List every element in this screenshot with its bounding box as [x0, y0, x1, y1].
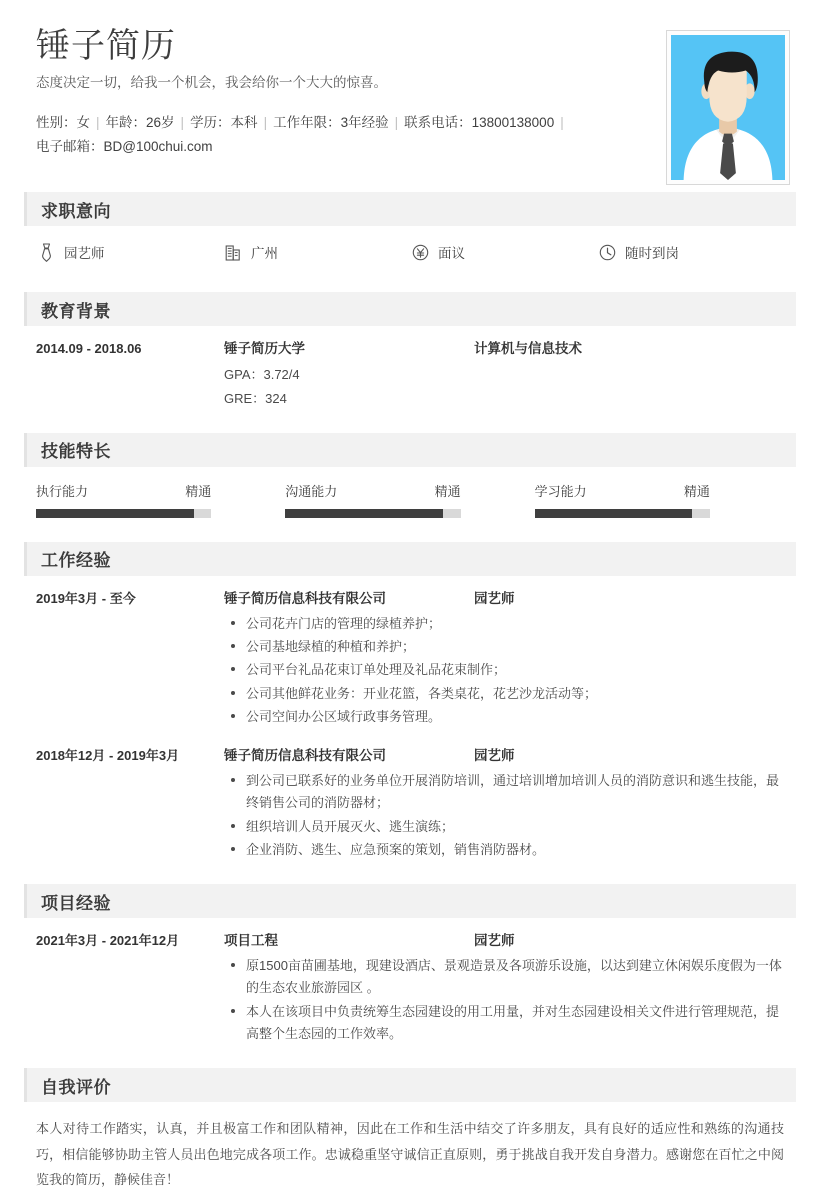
- intent-label: 面议: [438, 246, 465, 262]
- project-entry: [24, 918, 796, 1050]
- list-item: 公司空间办公区域行政事务管理。: [244, 706, 784, 728]
- skill-progress-fill: [36, 509, 194, 518]
- entry-date: 2021年3月 - 2021年12月: [36, 933, 180, 949]
- section-header-summary: [24, 1068, 796, 1102]
- page-title: 锤子简历: [36, 27, 176, 65]
- meta-gender: 性别：女: [36, 115, 90, 131]
- intent-label: 随时到岗: [625, 246, 679, 262]
- entry-bullet-list: [224, 770, 784, 861]
- intent-row: [24, 226, 796, 274]
- meta-divider: |: [263, 115, 268, 131]
- entry-date: 2019年3月 - 至今: [36, 590, 136, 606]
- entry-bullet-list: [224, 955, 784, 1045]
- skills-row: [24, 467, 796, 524]
- intent-label: 广州: [251, 246, 278, 262]
- avatar: [671, 35, 785, 180]
- skill-progress-fill: [285, 509, 443, 518]
- section-title: 工作经验: [41, 551, 111, 571]
- entry-bullet-list: [224, 613, 784, 729]
- list-item: 到公司已联系好的业务单位开展消防培训，通过培训增加培训人员的消防意识和逃生技能，最终销售公司的消防器材；: [244, 770, 784, 815]
- building-icon: [223, 242, 243, 262]
- entry-head: [224, 745, 784, 767]
- list-item: 本人在该项目中负责统筹生态园建设的用工用量，并对生态园建设相关文件进行管理规范，提高整个生态园的工作效率。: [244, 1001, 784, 1046]
- entry-school: 锤子简历大学: [224, 341, 305, 357]
- section-title: 自我评价: [41, 1077, 111, 1097]
- entry-body: [224, 745, 784, 862]
- skill-progress-fill: [535, 509, 693, 518]
- section-title: 求职意向: [41, 201, 111, 221]
- tie-icon: [36, 242, 56, 262]
- skill-level-label: 精通: [185, 483, 212, 499]
- entry-body: [224, 338, 784, 411]
- list-item: 组织培训人员开展灭火、逃生演练；: [244, 816, 784, 838]
- entry-head: [224, 338, 784, 360]
- work-entry: [24, 733, 796, 866]
- skill-name: 沟通能力: [285, 483, 338, 499]
- meta-divider: |: [560, 115, 564, 131]
- resume-header: [24, 0, 796, 174]
- education-entry: [24, 326, 796, 415]
- section-title: 项目经验: [41, 893, 111, 913]
- skill-labels: [36, 481, 211, 500]
- meta-age: 年龄：26岁: [105, 115, 175, 131]
- list-item: 公司其他鲜花业务：开业花篮，各类桌花，花艺沙龙活动等；: [244, 683, 784, 705]
- intent-item-position: [36, 242, 223, 262]
- self-evaluation-text: 本人对待工作踏实，认真，并且极富工作和团队精神，因此在工作和生活中结交了许多朋友，具有良好的适应性和熟练的沟通技巧，相信能够协助主管人员出色地完成各项工作。忠诚稳重坚守诚信正直原则，勇于挑战自我开发自身潜力。感谢您在百忙之中阅览我的简历，静候佳音！: [36, 1121, 784, 1188]
- meta-experience: 工作年限：3年经验: [273, 115, 389, 131]
- entry-body: [224, 930, 784, 1046]
- meta-degree: 学历：本科: [190, 115, 258, 131]
- intent-label: 园艺师: [64, 246, 105, 262]
- list-item: 公司花卉门店的管理的绿植养护；: [244, 613, 784, 635]
- entry-company: 锤子简历信息科技有限公司: [224, 748, 386, 764]
- list-item: 公司平台礼品花束订单处理及礼品花束制作；: [244, 659, 784, 681]
- skill-item: [36, 481, 285, 518]
- intent-item-availability: [597, 242, 784, 262]
- clock-icon: [597, 242, 617, 262]
- skill-progress-track: [36, 509, 211, 518]
- entry-company: 锤子简历信息科技有限公司: [224, 590, 386, 606]
- section-header-project: [24, 884, 796, 918]
- intent-item-salary: [410, 242, 597, 262]
- skill-level-label: 精通: [683, 483, 710, 499]
- section-header-intent: [24, 192, 796, 226]
- section-title: 教育背景: [41, 301, 111, 321]
- list-item: 企业消防、逃生、应急预案的策划，销售消防器材。: [244, 839, 784, 861]
- skill-item: [285, 481, 534, 518]
- skill-name: 学习能力: [534, 483, 587, 499]
- section-header-education: [24, 292, 796, 326]
- education-gpa: GPA：3.72/4: [224, 366, 300, 382]
- entry-head: [224, 930, 784, 952]
- entry-date: 2018年12月 - 2019年3月: [36, 748, 180, 764]
- entry-body: [224, 588, 784, 729]
- entry-head: [224, 588, 784, 610]
- work-entry: [24, 576, 796, 733]
- slogan-text: 态度决定一切，给我一个机会，我会给你一个大大的惊喜。: [36, 74, 387, 90]
- skill-labels: [285, 481, 460, 500]
- section-header-skills: [24, 433, 796, 467]
- skill-progress-track: [535, 509, 710, 518]
- intent-item-city: [223, 242, 410, 262]
- meta-divider: |: [96, 115, 100, 131]
- section-title: 技能特长: [41, 442, 111, 462]
- entry-role: 园艺师: [474, 748, 515, 764]
- meta-divider: |: [180, 115, 185, 131]
- skill-labels: [535, 481, 710, 500]
- entry-date: 2014.09 - 2018.06: [36, 341, 142, 357]
- skill-item: [535, 481, 784, 518]
- section-header-work: [24, 542, 796, 576]
- meta-divider: |: [394, 115, 399, 131]
- entry-role: 园艺师: [474, 590, 515, 606]
- skill-level-label: 精通: [434, 483, 461, 499]
- list-item: 公司基地绿植的种植和养护；: [244, 636, 784, 658]
- skill-progress-track: [285, 509, 460, 518]
- entry-role: 园艺师: [474, 933, 515, 949]
- education-gre: GRE：324: [224, 390, 287, 406]
- meta-email: 电子邮箱：BD@100chui.com: [36, 138, 213, 154]
- meta-phone: 联系电话：13800138000: [404, 115, 555, 131]
- yen-icon: [410, 242, 430, 262]
- entry-project-name: 项目工程: [224, 933, 278, 949]
- avatar-frame: [666, 30, 790, 185]
- skill-name: 执行能力: [36, 483, 89, 499]
- entry-major: 计算机与信息技术: [474, 341, 582, 357]
- list-item: 原1500亩苗圃基地，现建设酒店、景观造景及各项游乐设施，以达到建立休闲娱乐度假为一体的生态农业旅游园区 。: [244, 955, 784, 1000]
- avatar-illustration: [671, 35, 785, 180]
